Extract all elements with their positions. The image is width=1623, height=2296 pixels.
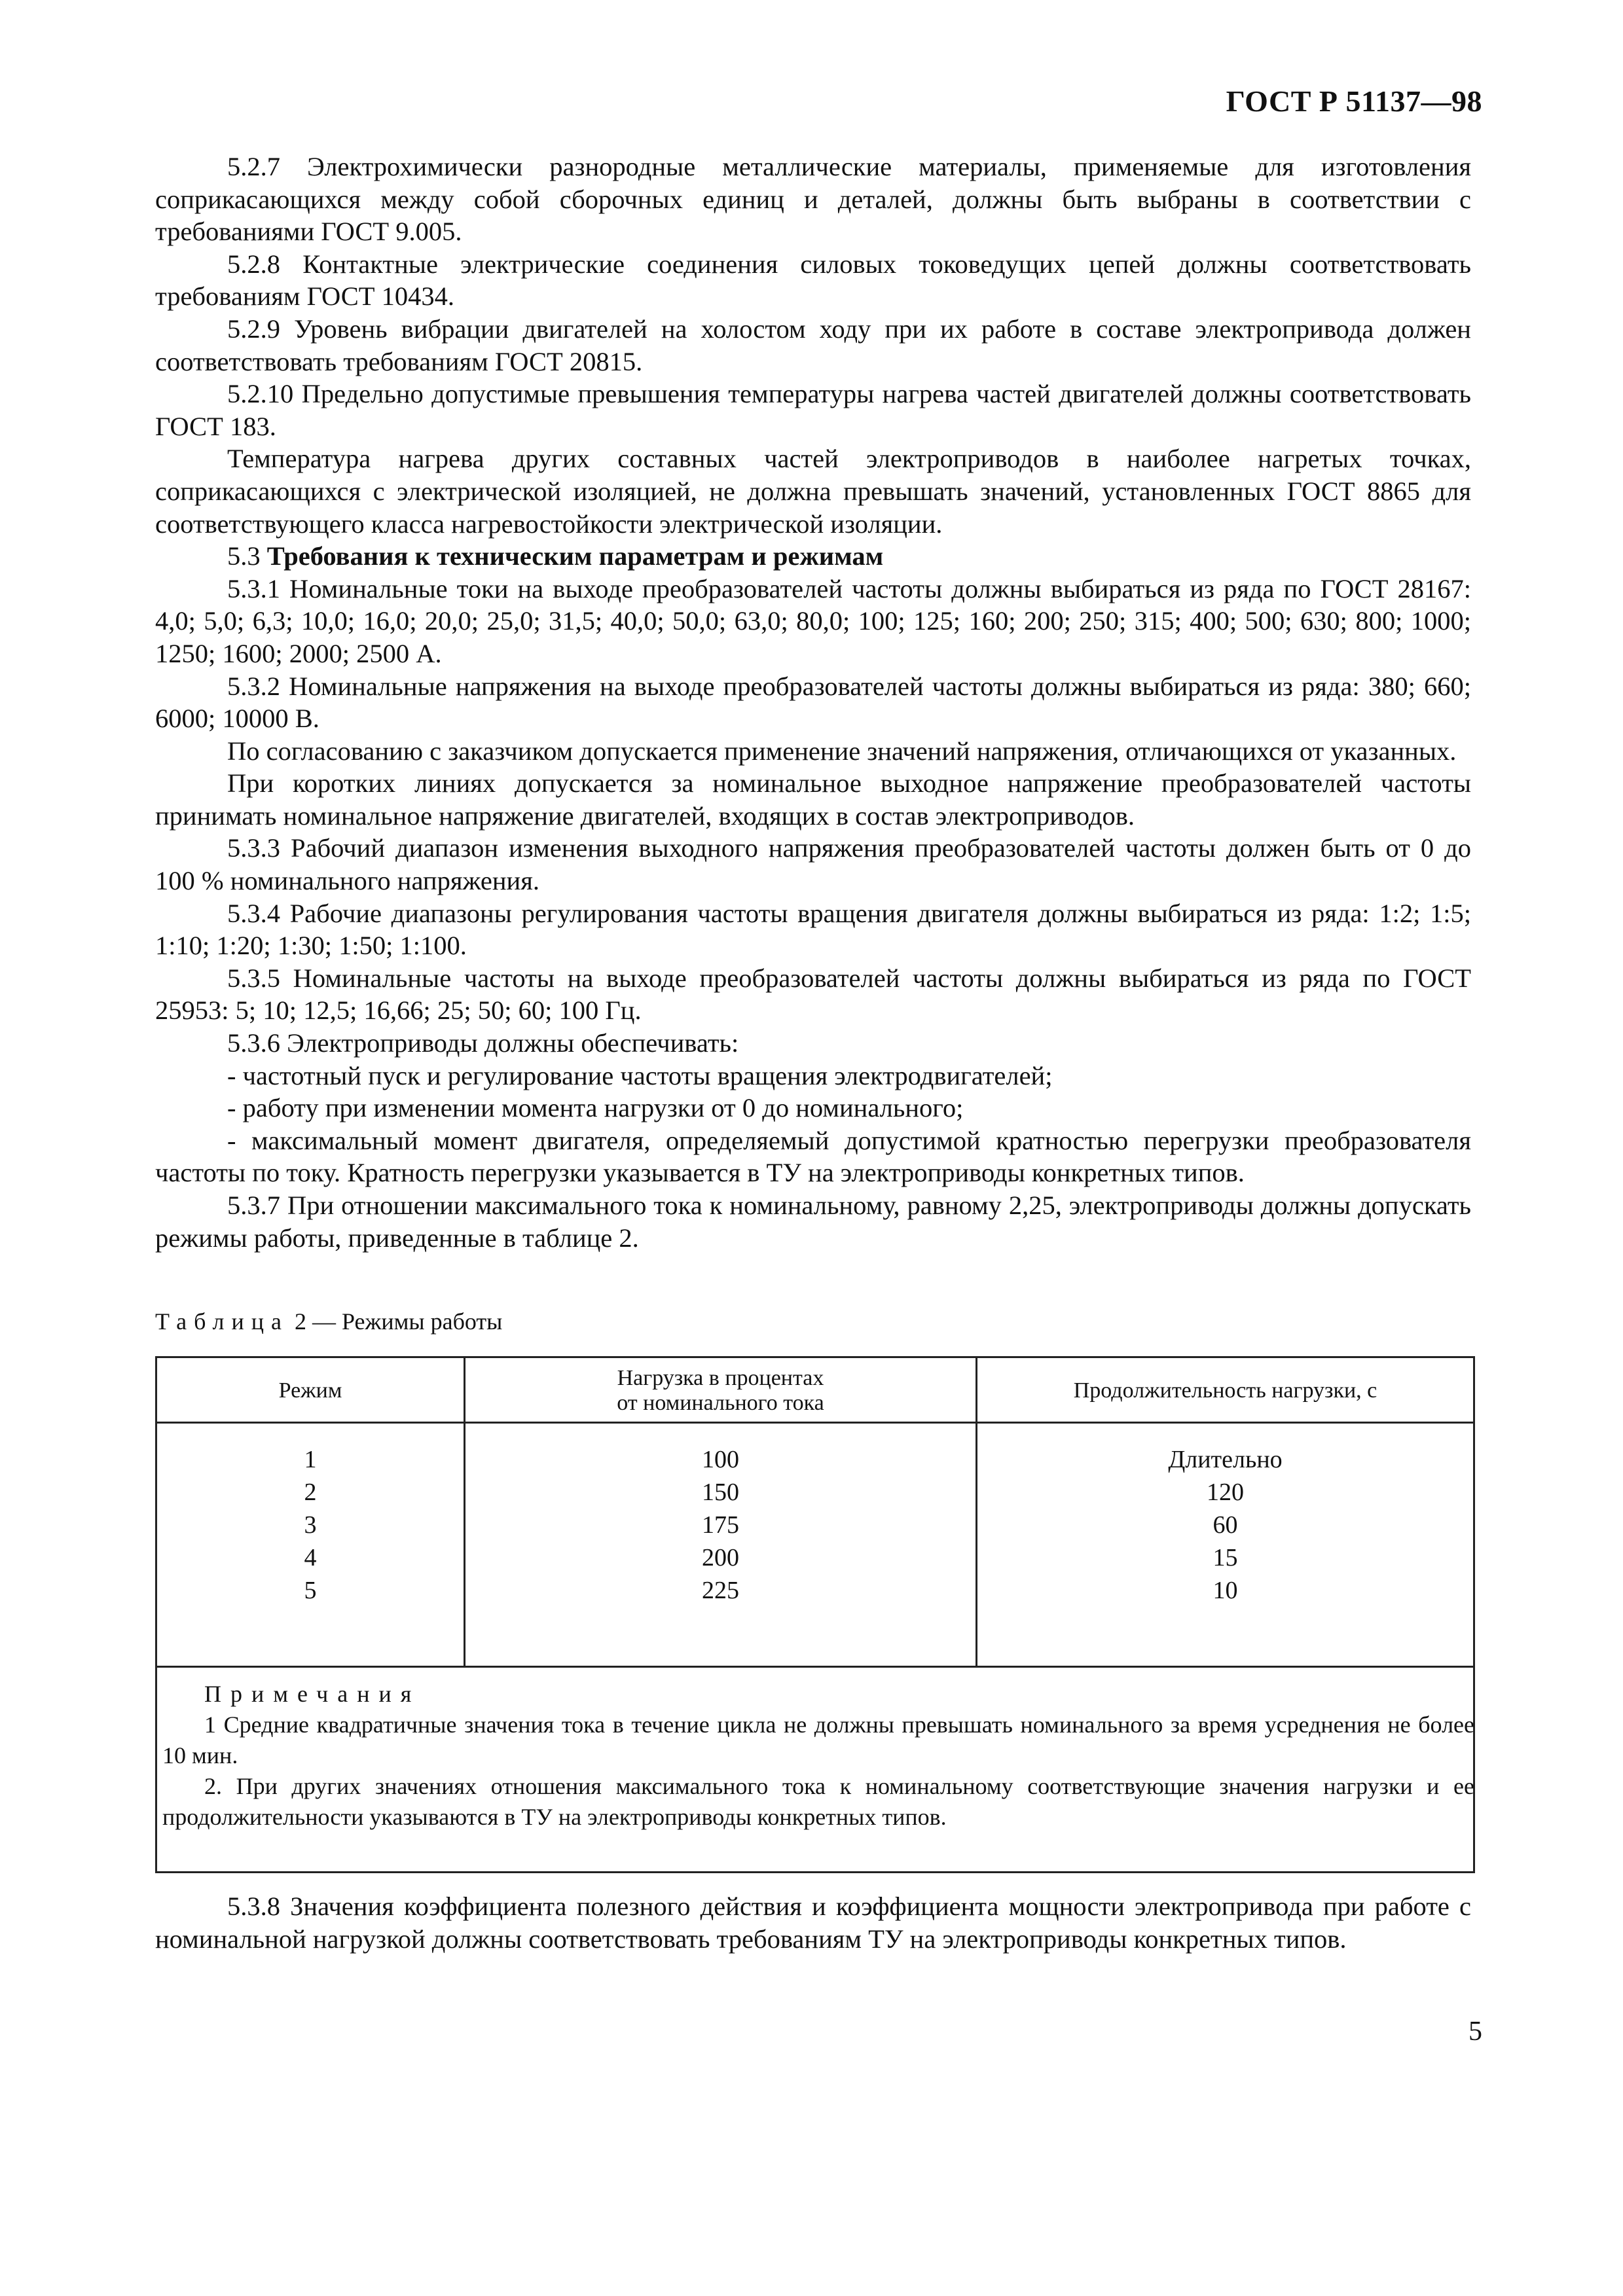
table-cell: 2 xyxy=(304,1479,317,1506)
paragraph-short-lines: При коротких линиях допускается за номинальное выходное напряжение преобразователей частоты принимать номинальное напряжение двигателей, входящих в состав электроприводов. xyxy=(155,768,1471,831)
paragraph-agreement: По согласованию с заказчиком допускается применение значений напряжения, отличающихся от указанных. xyxy=(227,736,1457,766)
table-cell: 5 xyxy=(304,1577,317,1604)
table-cell: 15 xyxy=(1213,1544,1238,1571)
paragraph-5-2-7: 5.2.7 Электрохимически разнородные металлические материалы, применяемые для изготовления соприкасающихся между собой сборочных единиц и деталей, должны быть выбраны в соответствии с требованиями ГОСТ 9.005. xyxy=(155,152,1471,247)
document-code-header: ГОСТ Р 51137—98 xyxy=(1226,84,1482,118)
column-loads xyxy=(465,1443,976,1607)
header-load-line2: от номинального тока xyxy=(617,1391,824,1415)
after-table-body xyxy=(155,1890,1471,1955)
column-durations xyxy=(977,1443,1473,1607)
document-body xyxy=(155,151,1471,1254)
table-cell: 225 xyxy=(702,1577,739,1604)
table-cell: 120 xyxy=(1207,1479,1244,1506)
table-cell: 200 xyxy=(702,1544,739,1571)
paragraph-5-2-8: 5.2.8 Контактные электрические соединения силовых токоведущих цепей должны соответствовать требованиям ГОСТ 10434. xyxy=(155,249,1471,312)
table-cell: 150 xyxy=(702,1479,739,1506)
note-1: 1 Средние квадратичные значения тока в течение цикла не должны превышать номинального за время усреднения не более 10 мин. xyxy=(162,1712,1474,1768)
paragraph-5-3-4: 5.3.4 Рабочие диапазоны регулирования частоты вращения двигателя должны выбираться из ряда: 1:2; 1:5; 1:10; 1:20; 1:30; 1:50; 1:100. xyxy=(155,898,1471,961)
table-caption-text: 2 — Режимы работы xyxy=(294,1308,503,1335)
paragraph-5-3-8: 5.3.8 Значения коэффициента полезного действия и коэффициента мощности электропривода при работе с номинальной нагрузкой должны соответствовать требованиям ТУ на электроприводы конкретных типов. xyxy=(155,1892,1471,1954)
paragraph-5-3-5: 5.3.5 Номинальные частоты на выходе преобразователей частоты должны выбираться из ряда по ГОСТ 25953: 5; 10; 12,5; 16,66; 25; 50; 60; 100 Гц. xyxy=(155,963,1471,1026)
table-cell: 100 xyxy=(702,1446,739,1473)
paragraph-5-2-9: 5.2.9 Уровень вибрации двигателей на холостом ходу при их работе в составе электропривода должен соответствовать требованиям ГОСТ 20815. xyxy=(155,314,1471,376)
list-item-torque: - максимальный момент двигателя, определяемый допустимой кратностью перегрузки преобразователя частоты по току. Кратность перегрузки указывается в ТУ на электроприводы конкретных типов. xyxy=(155,1125,1471,1188)
header-load xyxy=(465,1358,976,1424)
paragraph-5-3-3: 5.3.3 Рабочий диапазон изменения выходного напряжения преобразователей частоты должен быть от 0 до 100 % номинального напряжения. xyxy=(155,833,1471,896)
list-item-load: - работу при изменении момента нагрузки от 0 до номинального; xyxy=(227,1093,964,1123)
paragraph-5-3-1: 5.3.1 Номинальные токи на выходе преобразователей частоты должны выбираться из ряда по ГОСТ 28167: 4,0; 5,0; 6,3; 10,0; 16,0; 20,0; 25,0; 31,5; 40,0; 50,0; 63,0; 80,0; 100; 125; 160; 200; 250; 315; 400; 500; 630; 800; 1000; 1250; 1600; 2000; 2500 А. xyxy=(155,573,1471,668)
list-item-start: - частотный пуск и регулирование частоты вращения электродвигателей; xyxy=(227,1060,1053,1090)
header-mode: Режим xyxy=(278,1378,342,1403)
table-cell: Длительно xyxy=(1168,1446,1283,1473)
table-caption xyxy=(155,1308,502,1335)
table-caption-word: Таблица xyxy=(155,1308,289,1335)
paragraph-temperature: Температура нагрева других составных частей электроприводов в наиболее нагретых точках, соприкасающихся с электрической изоляцией, не должна превышать значений, установленных ГОСТ 8865 для соответствующего класса нагревостойкости электрической изоляции. xyxy=(155,444,1471,539)
table-cell: 175 xyxy=(702,1511,739,1539)
table-cell: 3 xyxy=(304,1511,317,1539)
section-title: Требования к техническим параметрам и режимам xyxy=(266,541,884,571)
section-number: 5.3 xyxy=(227,541,261,571)
page-number: 5 xyxy=(1468,2017,1482,2047)
table-cell: 60 xyxy=(1213,1511,1238,1539)
table-cell: 10 xyxy=(1213,1577,1238,1604)
table-cell: 4 xyxy=(304,1544,317,1571)
modes-table xyxy=(155,1356,1475,1873)
paragraph-5-3-7: 5.3.7 При отношении максимального тока к номинальному, равному 2,25, электроприводы должны допускать режимы работы, приведенные в таблице 2. xyxy=(155,1191,1471,1253)
table-cell: 1 xyxy=(304,1446,317,1473)
paragraph-5-3-6: 5.3.6 Электроприводы должны обеспечивать: xyxy=(227,1028,739,1058)
header-load-line1: Нагрузка в процентах xyxy=(617,1366,824,1390)
section-heading-5-3 xyxy=(155,540,1471,573)
note-2: 2. При других значениях отношения максимального тока к номинальному соответствующие значения нагрузки и ее продолжительности указываются в ТУ на электроприводы конкретных типов. xyxy=(162,1773,1474,1830)
header-duration: Продолжительность нагрузки, с xyxy=(1073,1378,1377,1403)
notes-divider xyxy=(157,1666,1473,1668)
column-modes xyxy=(157,1443,464,1607)
paragraph-5-2-10: 5.2.10 Предельно допустимые превышения температуры нагрева частей двигателей должны соответствовать ГОСТ 183. xyxy=(155,379,1471,441)
paragraph-5-3-2: 5.3.2 Номинальные напряжения на выходе преобразователей частоты должны выбираться из ряда: 380; 660; 6000; 10000 В. xyxy=(155,671,1471,734)
table-notes xyxy=(157,1674,1474,1833)
notes-title: Примечания xyxy=(204,1681,421,1707)
